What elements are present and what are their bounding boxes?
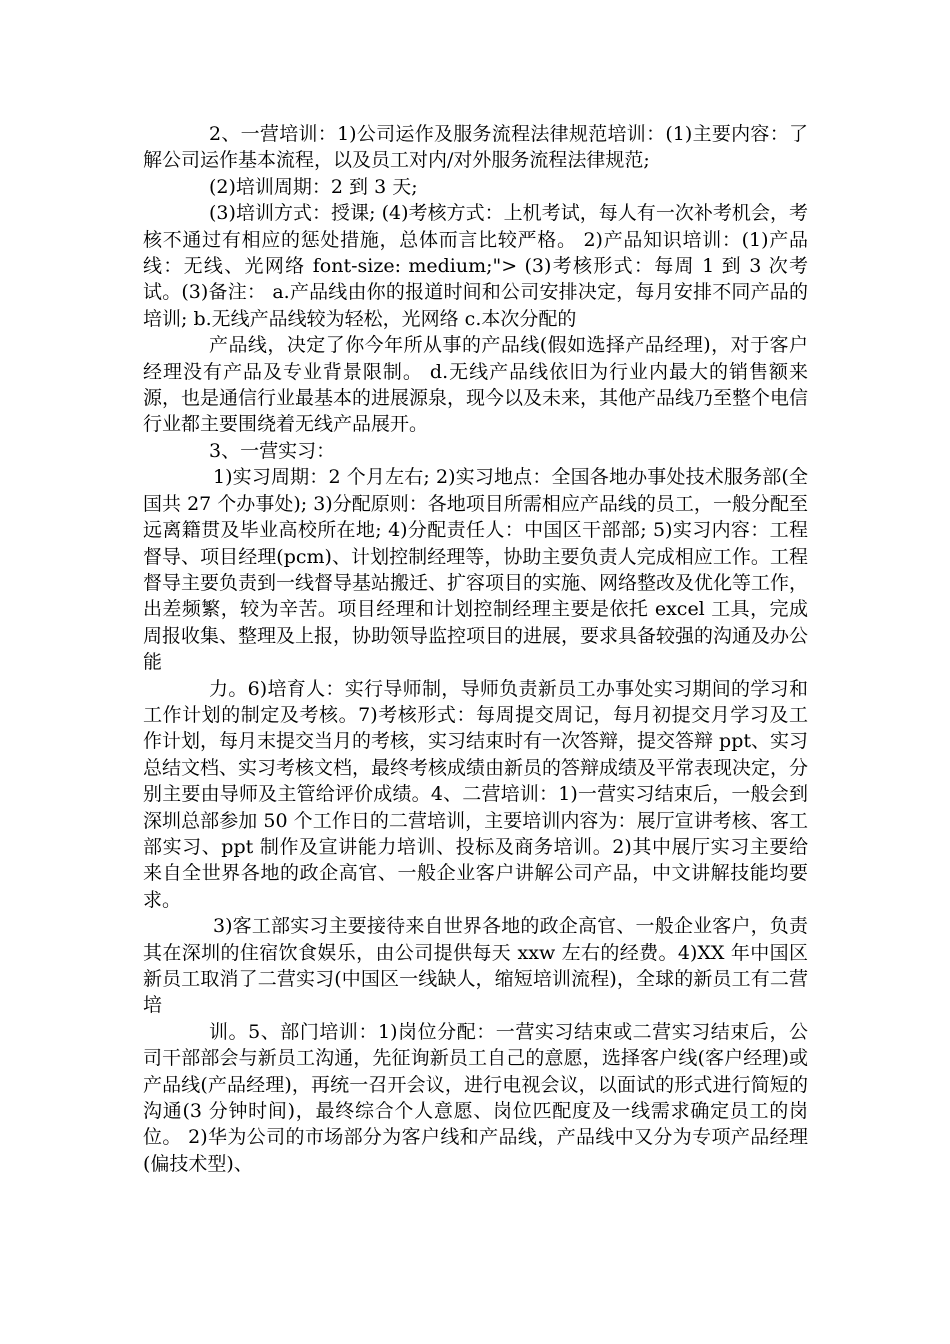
paragraph-7: 力。6)培育人：实行导师制，导师负责新员工办事处实习期间的学习和工作计划的制定及考核。7)考核形式：每周提交周记，每月初提交月学习及工作计划，每月末提交当月的考核，实习结束时有一次答辩，提交答辩 ppt、实习总结文档、实习考核文档，最终考核成绩由新员的答辩成绩及平常表现决定，分别主要由导师及主管给评价成绩。4、二营培训：1)一营实习结束后，一般会到深圳总部参加 50 个工作日的二营培训，主要培训内容为：展厅宣讲考核、客工部实习、ppt 制作及宣讲能力培训、投标及商务培训。2)其中展厅实习主要给来自全世界各地的政企高官、一般企业客户讲解公司产品，中文讲解技能均要求。 bbox=[143, 677, 809, 911]
paragraph-3: (3)培训方式：授课; (4)考核方式：上机考试，每人有一次补考机会，考核不通过有相应的惩处措施，总体而言比较严格。 2)产品知识培训：(1)产品线：无线、光网络 font-size: medium;"> (3)考核形式：每周 1 到 3 次考试。(3)备注： a.产品线由你的报道时间和公司安排决定，每月安排不同产品的培训; b.无线产品线较为轻松，光网络 c.本次分配的 bbox=[143, 202, 808, 330]
paragraph-1: 2、一营培训：1)公司运作及服务流程法律规范培训：(1)主要内容：了解公司运作基本流程，以及员工对内/对外服务流程法律规范; bbox=[143, 123, 808, 172]
paragraph-2: (2)培训周期：2 到 3 天; bbox=[209, 175, 418, 198]
paragraph-6: 1)实习周期：2 个月左右; 2)实习地点：全国各地办事处技术服务部(全国共 27 个办事处); 3)分配原则：各地项目所需相应产品线的员工，一般分配至远离籍贯及毕业高校所在地; 4)分配责任人：中国区干部部; 5)实习内容：工程督导、项目经理(pcm)、计划控制经理等，协助主要负责人完成相应工作。工程督导主要负责到一线督导基站搬迁、扩容项目的实施、网络整改及优化等工作，出差频繁，较为辛苦。项目经理和计划控制经理主要是依托 excel 工具，完成周报收集、整理及上报，协助领导监控项目的进展，要求具备较强的沟通及办公能 bbox=[143, 466, 809, 674]
paragraph-5: 3、一营实习： bbox=[209, 439, 336, 462]
paragraph-4: 产品线，决定了你今年所从事的产品线(假如选择产品经理)，对于客户经理没有产品及专业背景限制。 d.无线产品线依旧为行业内最大的销售额来源，也是通信行业最基本的进展源泉，现今以及未来，其他产品线乃至整个电信行业都主要围绕着无线产品展开。 bbox=[143, 334, 809, 436]
document-body bbox=[143, 121, 808, 1177]
paragraph-8: 3)客工部实习主要接待来自世界各地的政企高官、一般企业客户，负责其在深圳的住宿饮食娱乐，由公司提供每天 xxw 左右的经费。4)XX 年中国区新员工取消了二营实习(中国区一线缺人，缩短培训流程)，全球的新员工有二营培 bbox=[143, 915, 808, 1017]
paragraph-9: 训。5、部门培训：1)岗位分配：一营实习结束或二营实习结束后，公司干部部会与新员工沟通，先征询新员工自己的意愿，选择客户线(客户经理)或产品线(产品经理)，再统一召开会议，进行电视会议，以面试的形式进行简短的沟通(3 分钟时间)，最终综合个人意愿、岗位匹配度及一线需求确定员工的岗位。 2)华为公司的市场部分为客户线和产品线，产品线中又分为专项产品经理(偏技术型)、 bbox=[143, 1020, 808, 1175]
